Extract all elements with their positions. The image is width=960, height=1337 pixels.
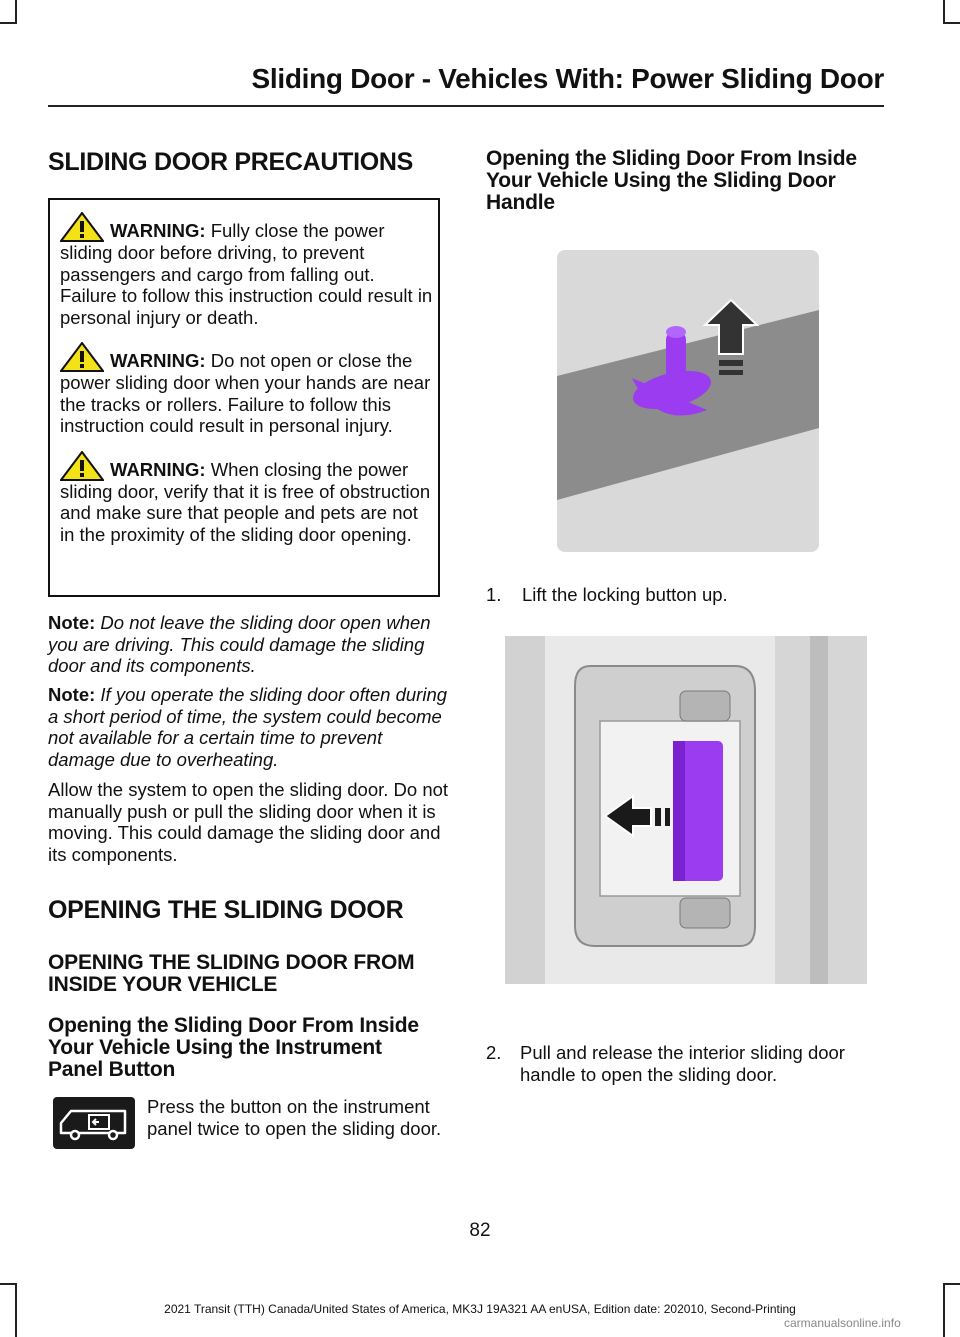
warning-box [48, 198, 440, 597]
crop-mark [943, 22, 960, 24]
step-2-number: 2. [486, 1042, 502, 1063]
button-instruction: Press the button on the instrument panel twice to open the sliding door. [147, 1096, 442, 1139]
warning-item [60, 342, 434, 437]
warning-item [60, 212, 434, 328]
step-1: 1. Lift the locking button up. [486, 584, 728, 605]
warning-triangle-icon [60, 342, 104, 372]
crop-mark [943, 0, 945, 24]
warning-item [60, 451, 434, 546]
sliding-door-button-figure [53, 1097, 135, 1149]
body-paragraph: Allow the system to open the sliding door. Do not manually push or pull the sliding door when it is moving. This could damage the sliding door and its components. [48, 779, 449, 865]
header-divider [48, 105, 884, 107]
section-heading-opening: OPENING THE SLIDING DOOR [48, 896, 404, 924]
page-number: 82 [469, 1220, 491, 1241]
door-handle-figure [505, 636, 867, 984]
sliding-door-van-icon [53, 1097, 135, 1149]
crop-mark [0, 1283, 17, 1285]
page-header-title: Sliding Door - Vehicles With: Power Sliding Door [251, 63, 884, 94]
note-text: Do not leave the sliding door open when you are driving. This could damage the sliding door and its components. [48, 612, 431, 676]
crop-mark [0, 22, 17, 24]
note-label: Note: [48, 684, 96, 705]
warning-text: Do not open or close the power sliding door when your hands are near the tracks or rollers. Failure to follow this instruction could result in personal injury. [60, 350, 431, 436]
watermark: carmanualsonline.info [784, 1316, 901, 1330]
note-paragraph [48, 684, 448, 770]
subheading-instrument-panel: Opening the Sliding Door From Inside Your Vehicle Using the Instrument Panel Button [48, 1014, 419, 1081]
section-heading-precautions: SLIDING DOOR PRECAUTIONS [48, 148, 414, 176]
warning-label: WARNING: [110, 220, 206, 241]
crop-mark [943, 1283, 960, 1285]
subheading-sliding-door-handle: Opening the Sliding Door From Inside Your Vehicle Using the Sliding Door Handle [486, 147, 857, 214]
warning-text: Fully close the power sliding door before driving, to prevent passengers and cargo from falling out. Failure to follow this instruction could result in personal injury or death. [60, 220, 433, 328]
note-label: Note: [48, 612, 96, 633]
warning-label: WARNING: [110, 458, 206, 480]
crop-mark [15, 0, 17, 24]
note-paragraph [48, 612, 444, 677]
warning-triangle-icon [60, 451, 104, 481]
warning-text: When closing the power sliding door, verify that it is free of obstruction and make sure that people and pets are not in the proximity of the sliding door opening. [60, 458, 431, 545]
step-2-text: Pull and release the interior sliding door handle to open the sliding door. [520, 1042, 845, 1085]
warning-triangle-icon [60, 212, 104, 242]
warning-label: WARNING: [110, 350, 206, 371]
subheading-from-inside: OPENING THE SLIDING DOOR FROM INSIDE YOUR VEHICLE [48, 951, 415, 996]
locking-button-figure [557, 250, 819, 552]
edition-line: 2021 Transit (TTH) Canada/United States of America, MK3J 19A321 AA enUSA, Edition date: 202010, Second-Printing [164, 1302, 796, 1316]
note-text: If you operate the sliding door often during a short period of time, the system could become not available for a certain time to prevent damage due to overheating. [48, 684, 448, 770]
